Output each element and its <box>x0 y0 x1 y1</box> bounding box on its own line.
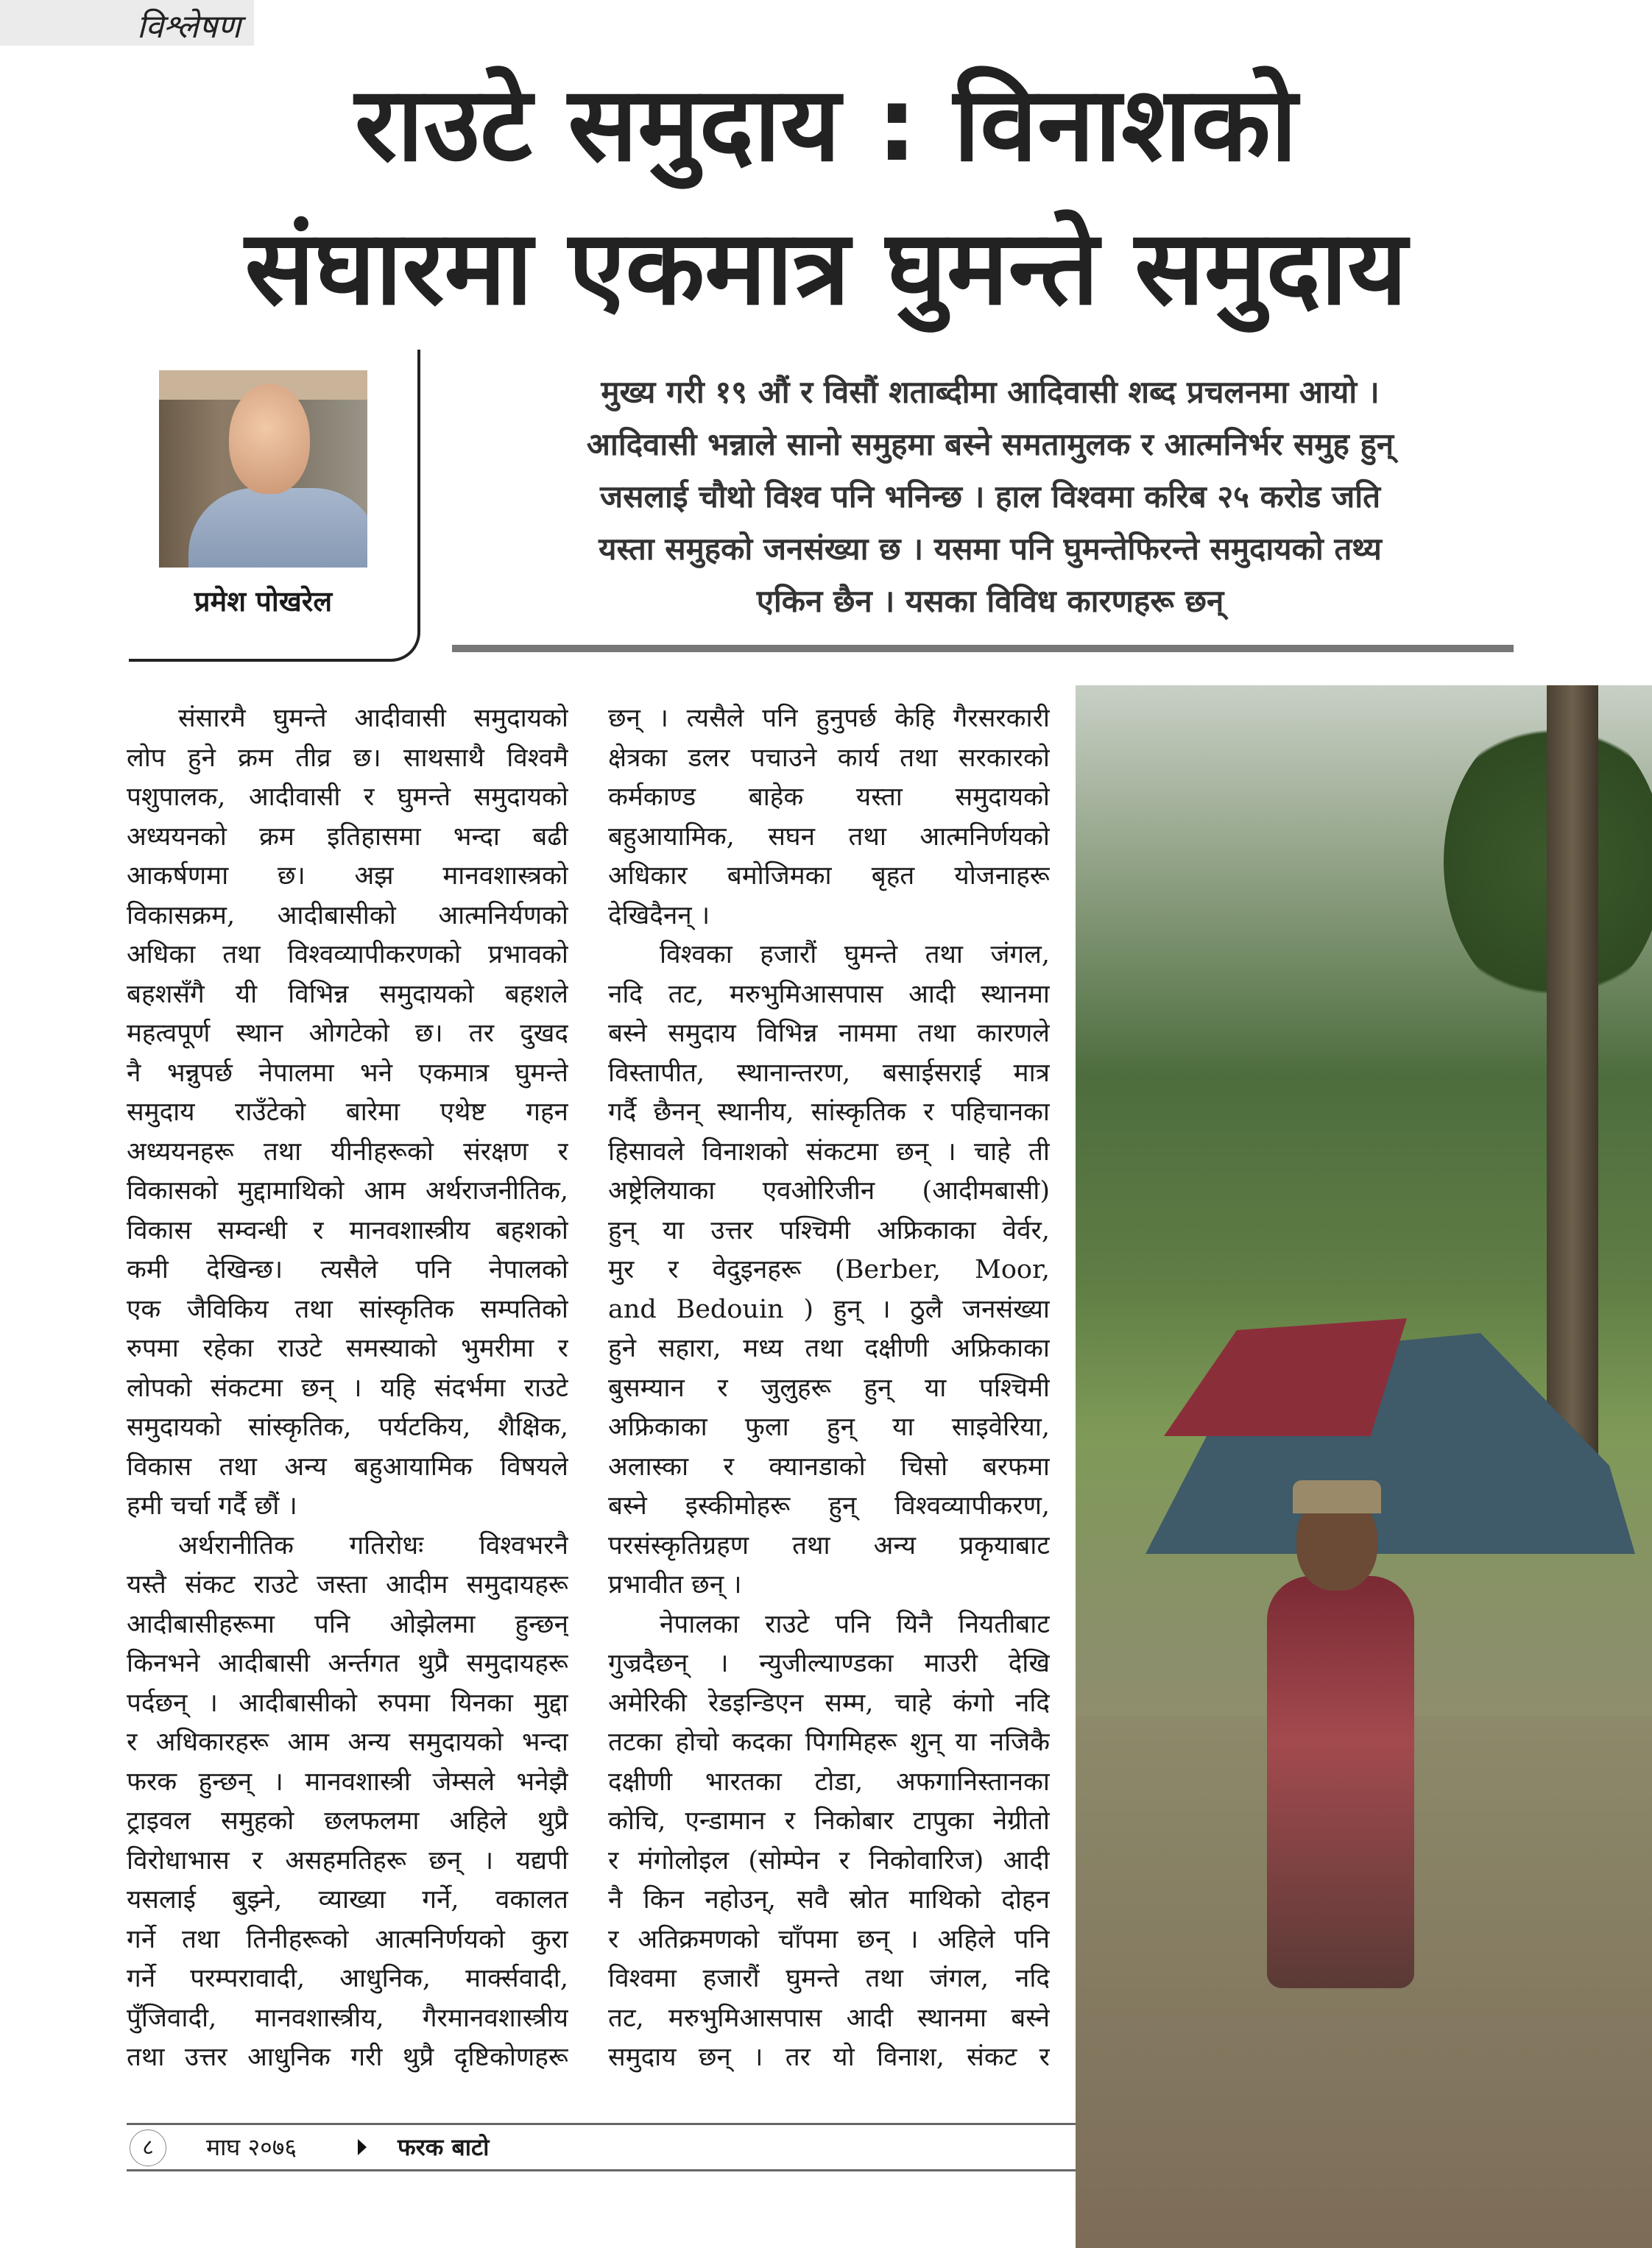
paragraph-line: अमेरिकी रेडइन्डिएन सम्म, चाहे कंगो नदि <box>608 1688 1050 1718</box>
paragraph-line: समुदायको सांस्कृतिक, पर्यटकिय, शैक्षिक, <box>127 1413 568 1442</box>
paragraph-line: बहुआयामिक, सघन तथा आत्मनिर्णयको <box>608 821 1050 852</box>
triangle-right-icon <box>358 2139 367 2155</box>
paragraph-line: विकासक्रम, आदीबासीको आत्मनिर्यणको <box>127 900 568 930</box>
intro-line: यस्ता समुहको जनसंख्या छ । यसमा पनि घुमन्तेफिरन्ते समुदायको तथ्य <box>599 531 1382 567</box>
paragraph-line: विकासको मुद्दामाथिको आम अर्थराजनीतिक, <box>127 1176 568 1206</box>
paragraph-line: अफ्रिकाका फुला हुन् या साइवेरिया, <box>608 1413 1050 1442</box>
intro-line: जसलाई चौथो विश्व पनि भनिन्छ । हाल विश्वमा करिब २५ करोड जति <box>599 478 1381 515</box>
paragraph-line: र अधिकारहरू आम अन्य समुदायको भन्दा <box>127 1728 568 1757</box>
paragraph-line: बस्ने समुदाय विभिन्न नाममा तथा कारणले <box>608 1019 1050 1048</box>
paragraph-line: विश्वका हजारौं घुमन्ते तथा जंगल, <box>660 940 1050 969</box>
paragraph-line: समुदाय राउँटेको बारेमा एथेष्ट गहन <box>127 1098 568 1127</box>
paragraph-line: विकास सम्वन्धी र मानवशास्त्रीय बहशको <box>127 1215 568 1245</box>
intro-blurb <box>486 366 1494 627</box>
issue-date: माघ २०७६ <box>206 2133 297 2161</box>
paragraph-line: तथा उत्तर आधुनिक गरी थुप्रै दृष्टिकोणहरू <box>127 2043 568 2072</box>
paragraph-line: नै भन्नुपर्छ नेपालमा भने एकमात्र घुमन्ते <box>127 1058 568 1088</box>
paragraph-line: देखिदैनन् । <box>608 900 710 930</box>
paragraph-line: समुदाय छन् । तर यो विनाश, संकट र <box>608 2043 1050 2072</box>
paragraph-line: परसंस्कृतिग्रहण तथा अन्य प्रकृयाबाट <box>608 1530 1050 1560</box>
magazine-name: फरक बाटो <box>398 2133 490 2161</box>
paragraph-line: तट, मरुभुमिआसपास आदी स्थानमा बस्ने <box>608 2003 1050 2033</box>
paragraph-line: यस्तै संकट राउटे जस्ता आदीम समुदायहरू <box>127 1570 568 1600</box>
paragraph-line: नदि तट, मरुभुमिआसपास आदी स्थानमा <box>608 979 1050 1009</box>
paragraph-line: बस्ने इस्कीमोहरू हुन् विश्वव्यापीकरण, <box>608 1491 1050 1521</box>
paragraph-line: अधिका तथा विश्वव्यापीकरणको प्रभावको <box>127 940 568 969</box>
divider-rule <box>452 645 1514 652</box>
paragraph-line: छन् । त्यसैले पनि हुनुपर्छ केहि गैरसरकारी <box>608 704 1050 733</box>
paragraph-line: विकास तथा अन्य बहुआयामिक विषयले <box>127 1452 568 1482</box>
paragraph-line: तटका होचो कदका पिगमिहरू शुन् या नजिकै <box>608 1728 1050 1757</box>
section-tag-label: विश्लेषण <box>136 8 241 46</box>
paragraph-line: लोपको संकटमा छन् । यहि संदर्भमा राउटे <box>127 1373 568 1403</box>
paragraph-line: and Bedouin ) हुन् । ठुलै जनसंख्या <box>608 1294 1050 1324</box>
paragraph-line: रुपमा रहेका राउटे समस्याको भुमरीमा र <box>127 1334 568 1363</box>
paragraph-line: हमी चर्चा गर्दै छौं । <box>127 1491 297 1521</box>
intro-line: आदिवासी भन्नाले सानो समुहमा बस्ने समतामुलक र आत्मनिर्भर समुह हुन् <box>586 426 1394 462</box>
article-column-2 <box>608 699 1050 2078</box>
paragraph-line: कोचि, एन्डामान र निकोबार टापुका नेग्रीतो <box>608 1806 1050 1836</box>
raute-camp-photo <box>1076 685 1652 2248</box>
paragraph-line: हुने सहारा, मध्य तथा दक्षीणी अफ्रिकाका <box>608 1334 1050 1363</box>
paragraph-line: फरक हुन्छन् । मानवशास्त्री जेम्सले भनेझै <box>127 1767 568 1797</box>
paragraph-line: हिसावले विनाशको संकटमा छन् । चाहे ती <box>608 1137 1050 1167</box>
paragraph-line: पशुपालक, आदीवासी र घुमन्ते समुदायको <box>127 782 568 812</box>
intro-line: मुख्य गरी १९ औं र विसौं शताब्दीमा आदिवासी शब्द प्रचलनमा आयो । <box>601 374 1380 410</box>
paragraph-line: क्षेत्रका डलर पचाउने कार्य तथा सरकारको <box>608 743 1050 773</box>
headline-line-1: राउटे समुदाय : विनाशको <box>354 65 1298 185</box>
paragraph-line: आकर्षणमा छ। अझ मानवशास्त्रको <box>127 861 568 891</box>
paragraph-line: एक जैविकिय तथा सांस्कृतिक सम्पतिको <box>127 1294 568 1324</box>
paragraph-line: हुन् या उत्तर पश्चिमी अफ्रिकाका वेर्वर, <box>608 1215 1050 1245</box>
intro-line: एकिन छैन । यसका विविध कारणहरू छन् <box>756 583 1224 619</box>
paragraph-line: गर्दै छैनन् स्थानीय, सांस्कृतिक र पहिचानका <box>608 1098 1050 1127</box>
paragraph-line: र मंगोलोइल (सोम्पेन र निकोवारिज) आदी <box>608 1845 1050 1876</box>
paragraph-line: बहशसँगै यी विभिन्न समुदायको बहशले <box>127 979 568 1009</box>
author-name: प्रमेश पोखरेल <box>194 585 333 618</box>
paragraph-line: कमी देखिन्छ। त्यसैले पनि नेपालको <box>127 1255 568 1284</box>
page-number: ८ <box>130 2129 166 2166</box>
paragraph-line: विस्तापीत, स्थानान्तरण, बसाईसराई मात्र <box>608 1058 1050 1088</box>
paragraph-line: गर्ने तथा तिनीहरूको आत्मनिर्णयको कुरा <box>127 1924 568 1954</box>
paragraph-line: नेपालका राउटे पनि यिनै नियतीबाट <box>660 1609 1050 1639</box>
paragraph-line: अर्थरानीतिक गतिरोधः विश्वभरनै <box>178 1530 568 1560</box>
paragraph-line: लोप हुने क्रम तीव्र छ। साथसाथै विश्वमै <box>127 743 568 773</box>
paragraph-line: पुँजिवादी, मानवशास्त्रीय, गैरमानवशास्त्रीय <box>127 2003 568 2033</box>
paragraph-line: प्रभावीत छन् । <box>608 1570 742 1600</box>
paragraph-line: बुसम्यान र जुलुहरू हुन् या पश्चिमी <box>608 1373 1050 1403</box>
paragraph-line: यसलाई बुझ्ने, व्याख्या गर्ने, वकालत <box>127 1885 568 1915</box>
paragraph-line: महत्वपूर्ण स्थान ओगटेको छ। तर दुखद <box>127 1019 568 1048</box>
paragraph-line: विश्वमा हजारौं घुमन्ते तथा जंगल, नदि <box>608 1964 1050 1993</box>
paragraph-line: गुज्रदैछन् । न्युजील्याण्डका माउरी देखि <box>608 1649 1050 1678</box>
paragraph-line: अष्ट्रेलियाका एवओरिजीन (आदीमबासी) <box>608 1176 1050 1206</box>
paragraph-line: मुर र वेदुइनहरू (Berber, Moor, <box>608 1255 1050 1284</box>
paragraph-line: अधिकार बमोजिमका बृहत योजनाहरू <box>608 861 1050 891</box>
section-tag <box>0 0 254 46</box>
paragraph-line: पर्दछन् । आदीबासीको रुपमा यिनका मुद्दा <box>127 1688 568 1718</box>
paragraph-line: विरोधाभास र असहमतिहरू छन् । यद्यपी <box>127 1845 568 1876</box>
paragraph-line: आदीबासीहरूमा पनि ओझेलमा हुन्छन् <box>127 1609 568 1639</box>
article-column-1 <box>127 699 568 2078</box>
paragraph-line: ट्राइवल समुहको छलफलमा अहिले थुप्रै <box>127 1806 568 1836</box>
paragraph-line: अध्ययनको क्रम इतिहासमा भन्दा बढी <box>127 821 568 852</box>
paragraph-line: र अतिक्रमणको चाँपमा छन् । अहिले पनि <box>608 1924 1050 1954</box>
footer-rule-bottom <box>127 2169 1076 2171</box>
footer-rule-top <box>127 2123 1076 2125</box>
paragraph-line: किनभने आदीबासी अर्न्तगत थुप्रै समुदायहरू <box>127 1649 568 1678</box>
paragraph-line: अलास्का र क्यानडाको चिसो बरफमा <box>608 1452 1050 1482</box>
author-photo <box>159 370 367 568</box>
paragraph-line: अध्ययनहरू तथा यीनीहरूको संरक्षण र <box>127 1137 568 1167</box>
headline-line-2: संघारमा एकमात्र घुमन्ते समुदाय <box>244 208 1408 328</box>
paragraph-line: कर्मकाण्ड बाहेक यस्ता समुदायको <box>608 782 1050 812</box>
paragraph-line: गर्ने परम्परावादी, आधुनिक, मार्क्सवादी, <box>127 1964 568 1993</box>
paragraph-line: संसारमै घुमन्ते आदीवासी समुदायको <box>178 704 568 733</box>
paragraph-line: दक्षीणी भारतका टोडा, अफगानिस्तानका <box>608 1767 1050 1797</box>
paragraph-line: नै किन नहोउन्, सवै स्रोत माथिको दोहन <box>608 1885 1050 1915</box>
